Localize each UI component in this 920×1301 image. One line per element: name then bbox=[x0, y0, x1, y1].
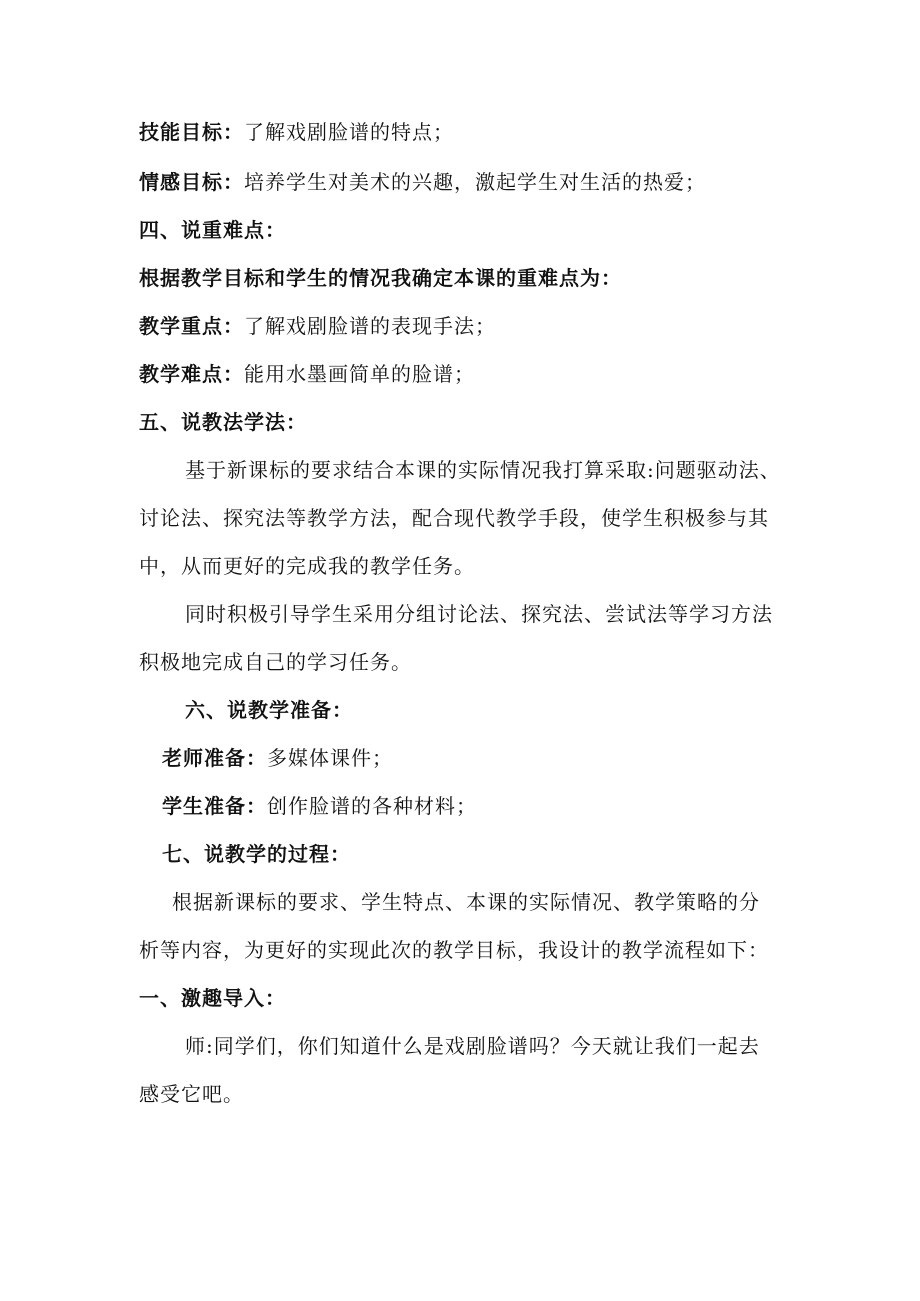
teacher-prep-text: 多媒体课件； bbox=[267, 746, 393, 770]
teaching-difficulty-text: 能用水墨画简单的脸谱； bbox=[244, 362, 475, 386]
section-heading-intro: 一、激趣导入： bbox=[139, 986, 286, 1010]
teaching-difficulty-line bbox=[139, 359, 475, 389]
teaching-focus-label: 教学重点： bbox=[139, 314, 244, 338]
teaching-focus-line bbox=[139, 311, 496, 341]
skill-goal-text: 了解戏剧脸谱的特点； bbox=[244, 120, 454, 144]
student-prep-label: 学生准备： bbox=[162, 794, 267, 818]
process-paragraph-line-1: 根据新课标的要求、学生特点、本课的实际情况、教学策略的分 bbox=[172, 890, 760, 914]
process-paragraph-line-2: 析等内容，为更好的实现此次的教学目标，我设计的教学流程如下： bbox=[139, 938, 769, 962]
emotion-goal-text: 培养学生对美术的兴趣，激起学生对生活的热爱； bbox=[244, 170, 706, 194]
emotion-goal-label: 情感目标： bbox=[139, 170, 244, 194]
teacher-prep-label: 老师准备： bbox=[162, 746, 267, 770]
skill-goal-label: 技能目标： bbox=[139, 120, 244, 144]
emotion-goal-line bbox=[139, 167, 706, 197]
methods-paragraph-line-3: 中，从而更好的完成我的教学任务。 bbox=[139, 554, 475, 578]
student-prep-line bbox=[162, 791, 477, 821]
intro-paragraph-line-2: 感受它吧。 bbox=[139, 1082, 244, 1106]
student-prep-text: 创作脸谱的各种材料； bbox=[267, 794, 477, 818]
section-heading-key-points: 四、说重难点： bbox=[139, 218, 286, 242]
methods-paragraph-line-1: 基于新课标的要求结合本课的实际情况我打算采取:问题驱动法、 bbox=[185, 458, 781, 482]
intro-paragraph-line-1: 师:同学们，你们知道什么是戏剧脸谱吗？今天就让我们一起去 bbox=[185, 1034, 760, 1058]
section-heading-methods: 五、说教法学法： bbox=[139, 410, 307, 434]
teacher-prep-line bbox=[162, 743, 393, 773]
learning-paragraph-line-2: 积极地完成自己的学习任务。 bbox=[139, 650, 412, 674]
teaching-focus-text: 了解戏剧脸谱的表现手法； bbox=[244, 314, 496, 338]
key-points-intro: 根据教学目标和学生的情况我确定本课的重难点为： bbox=[139, 266, 622, 290]
section-heading-process: 七、说教学的过程： bbox=[162, 842, 351, 866]
methods-paragraph-line-2: 讨论法、探究法等教学方法，配合现代教学手段，使学生积极参与其 bbox=[139, 506, 769, 530]
skill-goal-line bbox=[139, 117, 454, 147]
teaching-difficulty-label: 教学难点： bbox=[139, 362, 244, 386]
learning-paragraph-line-1: 同时积极引导学生采用分组讨论法、探究法、尝试法等学习方法 bbox=[185, 602, 773, 626]
section-heading-preparation: 六、说教学准备： bbox=[185, 698, 353, 722]
